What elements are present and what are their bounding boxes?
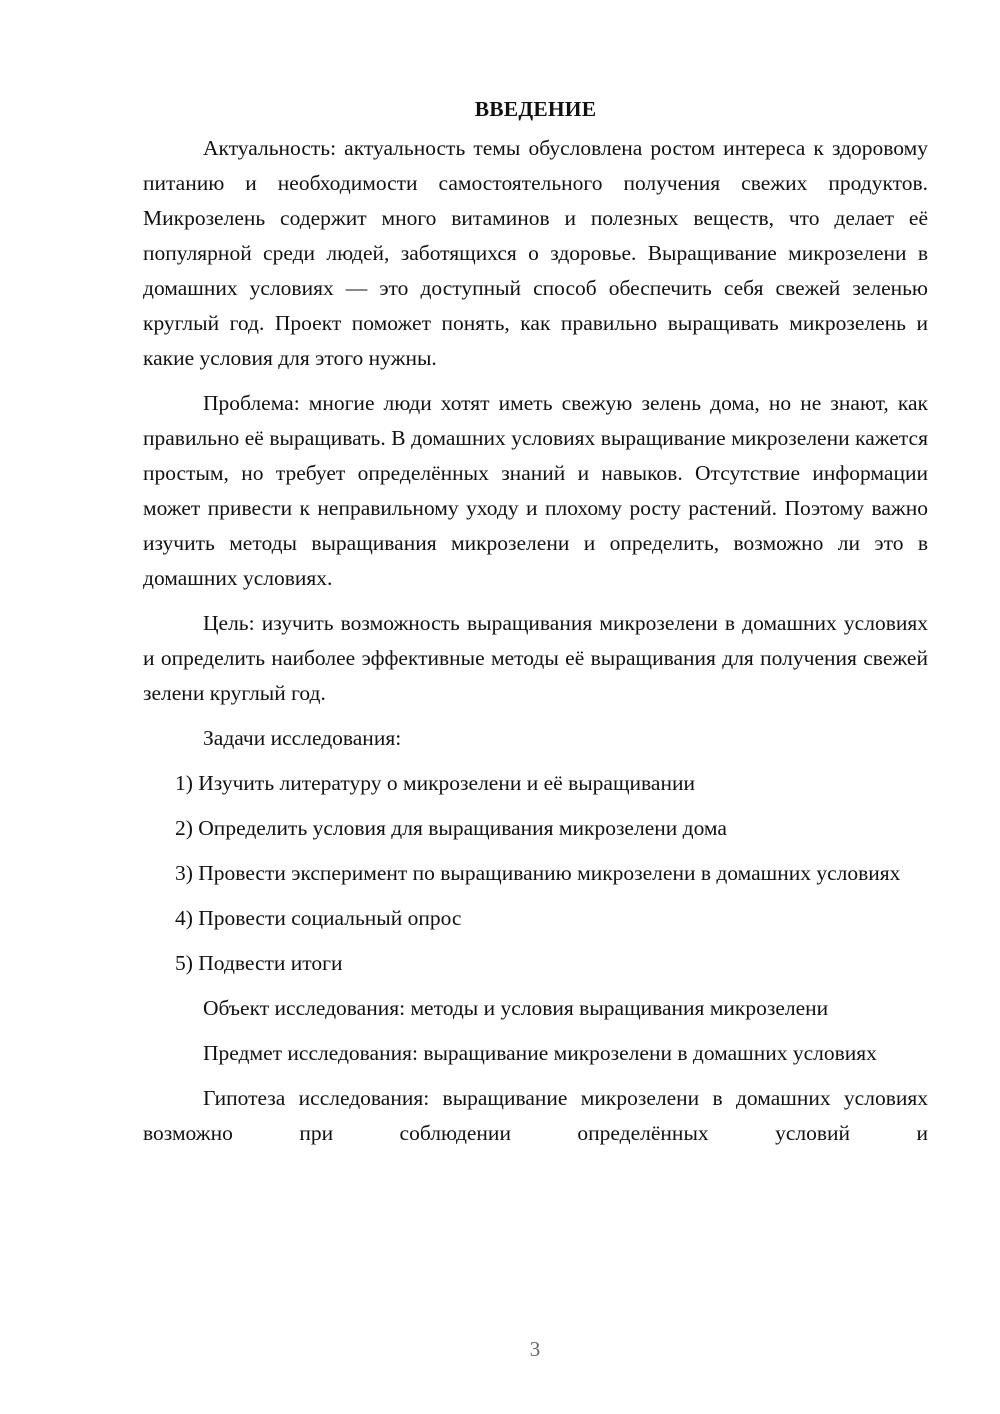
paragraph-problem: Проблема: многие люди хотят иметь свежую зелень дома, но не знают, как правильно её выращивать. В домашних условиях выращивание микрозелени кажется простым, но требует определённых знаний и навыков. Отсутствие информации может привести к неправильному уходу и плохому росту растений. Поэтому важно изучить методы выращивания микрозелени и определить, возможно ли это в домашних условиях. bbox=[143, 391, 928, 590]
task-item-1: 1) Изучить литературу о микрозелени и её выращивании bbox=[175, 771, 695, 795]
section-title: ВВЕДЕНИЕ bbox=[474, 97, 597, 121]
paragraph-subject: Предмет исследования: выращивание микрозелени в домашних условиях bbox=[203, 1041, 877, 1065]
task-item-5: 5) Подвести итоги bbox=[175, 951, 343, 975]
paragraph-object: Объект исследования: методы и условия выращивания микрозелени bbox=[203, 996, 829, 1020]
task-item-3: 3) Провести эксперимент по выращиванию микрозелени в домашних условиях bbox=[175, 861, 901, 885]
page-number: 3 bbox=[529, 1337, 541, 1361]
tasks-heading: Задачи исследования: bbox=[203, 726, 402, 750]
paragraph-goal: Цель: изучить возможность выращивания микрозелени в домашних условиях и определить наиболее эффективные методы её выращивания для получения свежей зелени круглый год. bbox=[143, 611, 928, 705]
task-item-4: 4) Провести социальный опрос bbox=[175, 906, 462, 930]
paragraph-relevance: Актуальность: актуальность темы обусловлена ростом интереса к здоровому питанию и необходимости самостоятельного получения свежих продуктов. Микрозелень содержит много витаминов и полезных веществ, что делает её популярной среди людей, заботящихся о здоровье. Выращивание микрозелени в домашних условиях — это доступный способ обеспечить себя свежей зеленью круглый год. Проект поможет понять, как правильно выращивать микрозелень и какие условия для этого нужны. bbox=[143, 136, 928, 370]
page-content bbox=[143, 92, 928, 1161]
task-item-2: 2) Определить условия для выращивания микрозелени дома bbox=[175, 816, 727, 840]
paragraph-hypothesis: Гипотеза исследования: выращивание микрозелени в домашних условиях возможно при соблюдении определённых условий и bbox=[143, 1086, 928, 1145]
